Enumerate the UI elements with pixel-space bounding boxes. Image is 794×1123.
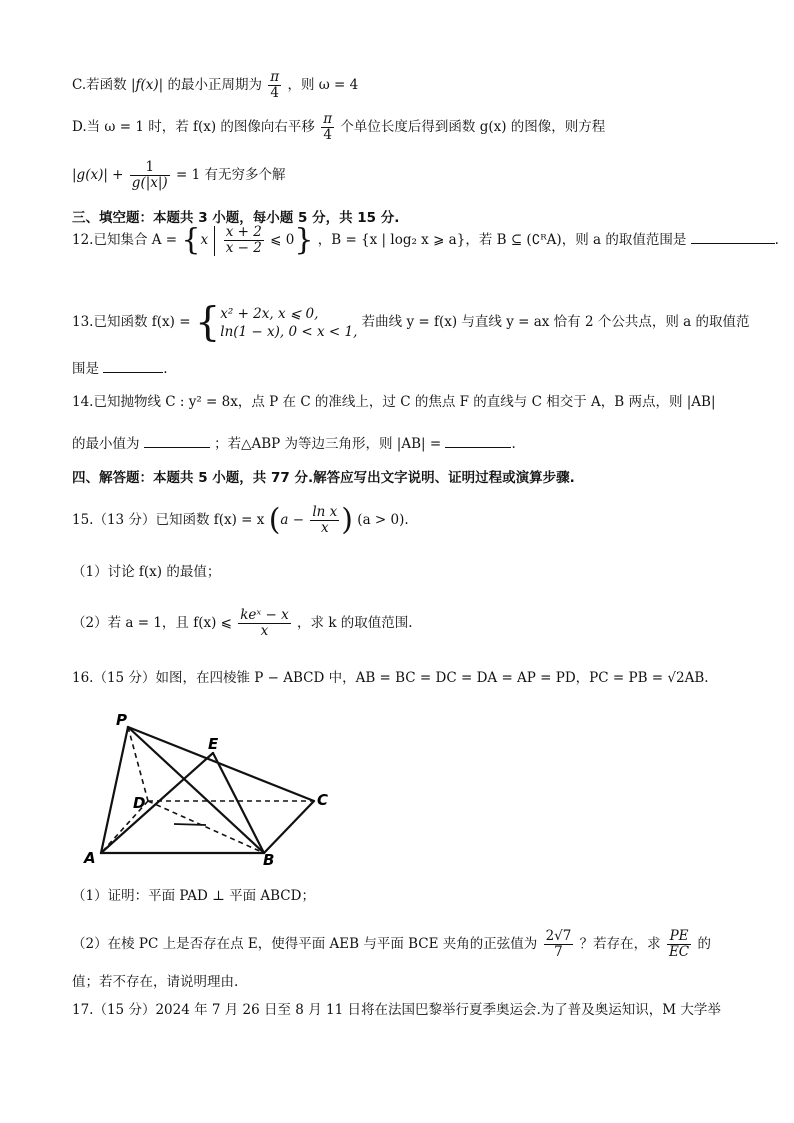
question-13-line2: 围是 . bbox=[72, 358, 168, 379]
option-c-fraction: $\frac{\pi}{4}$ bbox=[270, 69, 280, 101]
question-15: 15.（13 分）已知函数 f(x) = x (a − $\frac{\text{ln x}}{x}$ ) (a > 0). bbox=[72, 502, 409, 538]
label-a: A bbox=[84, 849, 96, 865]
q14-b2: ；若△ABP 为等边三角形，则 |AB| = bbox=[214, 436, 442, 452]
q16-2-fraction: $\frac{2√7}{7}$ bbox=[545, 928, 572, 960]
label-c: C bbox=[317, 791, 329, 809]
q15-prefix: 15.（13 分）已知函数 f(x) = x bbox=[72, 512, 265, 528]
option-d-abs: |g(x)| + bbox=[72, 167, 124, 183]
label-e: E bbox=[208, 735, 219, 753]
q12-prefix: 12.已知集合 A = bbox=[72, 232, 178, 248]
q12-set-cond: ⩽ 0 bbox=[270, 232, 295, 248]
q14-text: 14.已知抛物线 C : y² = 8x，点 P 在 C 的准线上，过 C 的焦点 F 的直线与 C 相交于 A，B 两点，则 |AB| bbox=[72, 394, 716, 410]
q13-prefix: 13.已知函数 f(x) = bbox=[72, 314, 191, 330]
option-d-fraction-2: $\frac{1}{g(|x|)}$ bbox=[131, 159, 168, 191]
question-14-line2: 的最小值为 ；若△ABP 为等边三角形，则 |AB| = . bbox=[72, 433, 516, 454]
q14-answer-blank-2[interactable] bbox=[445, 433, 511, 448]
q13-rest-2: 围是 bbox=[72, 361, 99, 377]
option-c-abs: |f(x)| bbox=[130, 77, 164, 93]
option-c-end: ，则 ω = 4 bbox=[287, 77, 359, 93]
question-15-part2 bbox=[72, 606, 413, 640]
section-3-heading: 三、填空题：本题共 3 小题，每小题 5 分，共 15 分. bbox=[72, 210, 400, 226]
q15-2-end: ，求 k 的取值范围. bbox=[297, 615, 413, 631]
section-4-heading: 四、解答题：本题共 5 小题，共 77 分.解答应写出文字说明、证明过程或演算步骤. bbox=[72, 470, 575, 486]
q13-rest: 若曲线 y = f(x) 与直线 y = ax 恰有 2 个公共点，则 a 的取值范 bbox=[361, 314, 750, 330]
label-b: B bbox=[263, 851, 275, 865]
q15-end: (a > 0). bbox=[357, 512, 409, 528]
question-12: 12.已知集合 A = {x $\frac{x + 2}{x - 2}$ ⩽ 0} ，B = {x | log₂ x ⩾ a}，若 B ⊆ (∁ᴿA)，则 a 的取值范围是 . bbox=[72, 222, 779, 258]
question-16: 16.（15 分）如图，在四棱锥 P − ABCD 中，AB = BC = DC = DA = AP = PD，PC = PB = √2AB. bbox=[72, 670, 709, 686]
q15-paren-left: a − bbox=[280, 512, 305, 528]
q13-cases: x² + 2x, x ⩽ 0, ln(1 − x), 0 < x < 1, bbox=[220, 305, 358, 340]
option-c-prefix: C.若函数 bbox=[72, 77, 127, 93]
q12-fraction: $\frac{x + 2}{x - 2}$ bbox=[225, 224, 262, 256]
question-17: 17.（15 分）2024 年 7 月 26 日至 8 月 11 日将在法国巴黎举行夏季奥运会.为了普及奥运知识，M 大学举 bbox=[72, 1002, 721, 1018]
q16-2-end: 的 bbox=[697, 936, 711, 952]
option-d-prefix: D.当 ω = 1 时，若 f(x) 的图像向右平移 bbox=[72, 119, 315, 135]
question-13: 13.已知函数 f(x) = { x² + 2x, x ⩽ 0, ln(1 − x), 0 < x < 1, 若曲线 y = f(x) 与直线 y = ax 恰有 2 个公共点，则 a 的取值范 bbox=[72, 299, 750, 346]
q13-answer-blank[interactable] bbox=[103, 358, 163, 373]
question-16-part1: （1）证明：平面 PAD ⊥ 平面 ABCD； bbox=[72, 888, 315, 904]
q16-2-fraction-2: $\frac{PE}{EC}$ bbox=[668, 928, 690, 960]
q16-2-mid: ？若存在，求 bbox=[579, 936, 661, 952]
option-d-line2 bbox=[72, 160, 285, 191]
q15-2-prefix: （2）若 a = 1，且 f(x) ⩽ bbox=[72, 615, 232, 631]
label-p: P bbox=[116, 711, 127, 729]
option-d-fraction: $\frac{\pi}{4}$ bbox=[323, 111, 333, 143]
option-d bbox=[72, 112, 605, 143]
pyramid-figure bbox=[76, 705, 336, 865]
option-c-mid: 的最小正周期为 bbox=[167, 77, 262, 93]
question-16-part2-line2: 值；若不存在，请说明理由. bbox=[72, 974, 239, 990]
q14-b1: 的最小值为 bbox=[72, 436, 140, 452]
q12-answer-blank[interactable] bbox=[691, 229, 775, 244]
q15-fraction: $\frac{\text{ln x}}{x}$ bbox=[312, 504, 338, 536]
label-d: D bbox=[133, 794, 146, 812]
option-d-end-2: = 1 有无穷多个解 bbox=[175, 167, 286, 183]
q14-answer-blank-1[interactable] bbox=[144, 433, 210, 448]
q12-set-var: x bbox=[200, 232, 209, 248]
q12-rest: ，B = {x | log₂ x ⩾ a}，若 B ⊆ (∁ᴿA)，则 a 的取值范围是 bbox=[317, 232, 687, 248]
question-16-part2 bbox=[72, 926, 711, 962]
option-d-end: 个单位长度后得到函数 g(x) 的图像，则方程 bbox=[340, 119, 606, 135]
option-c bbox=[72, 70, 358, 101]
question-14 bbox=[72, 392, 716, 412]
question-15-part1: （1）讨论 f(x) 的最值； bbox=[72, 564, 221, 580]
q15-2-fraction: $\frac{\text{keˣ − x}}{x}$ bbox=[240, 607, 289, 639]
q16-2-prefix: （2）在棱 PC 上是否存在点 E，使得平面 AEB 与平面 BCE 夹角的正弦值为 bbox=[72, 936, 538, 952]
